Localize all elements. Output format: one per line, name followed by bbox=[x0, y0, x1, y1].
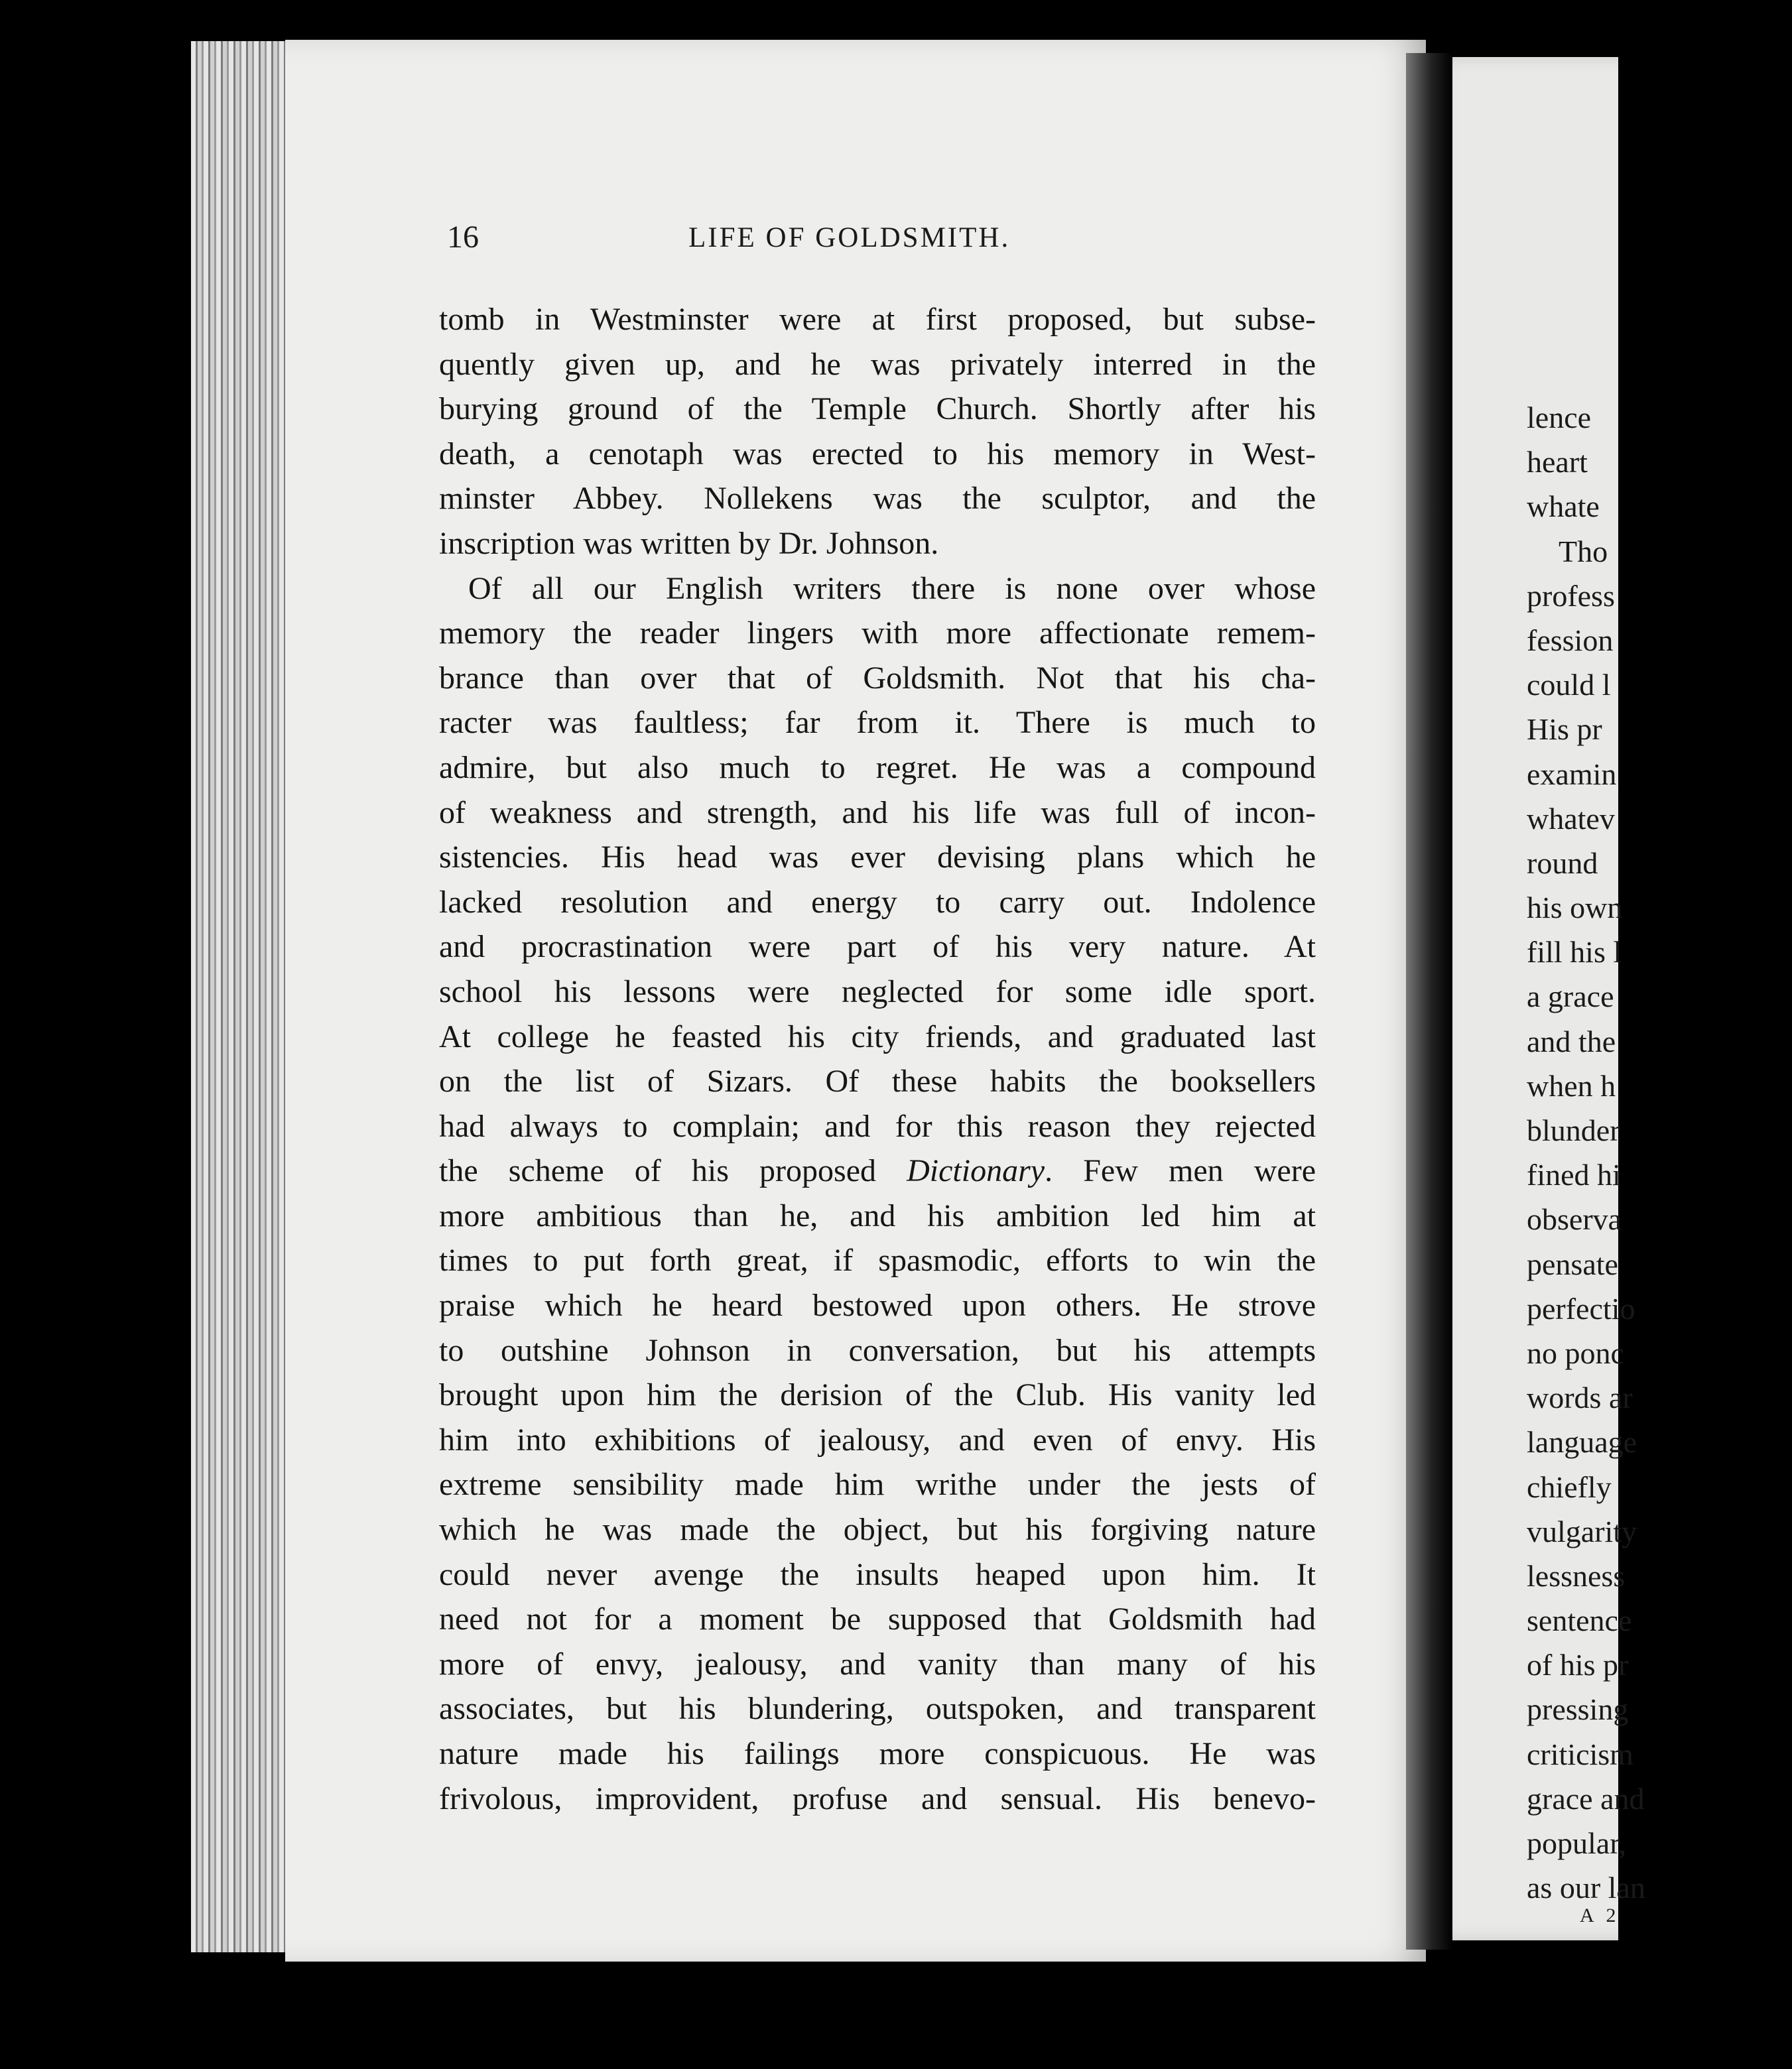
right-page-line: pressing bbox=[1527, 1692, 1629, 1727]
signature-mark: A 2 bbox=[1580, 1905, 1620, 1926]
right-page-line: could l bbox=[1527, 668, 1611, 702]
right-page-line: words ar bbox=[1527, 1381, 1633, 1415]
right-page-line: vulgarity bbox=[1527, 1514, 1637, 1548]
right-page-line: examin bbox=[1527, 757, 1617, 791]
dictionary-title: Dictionary bbox=[907, 1153, 1045, 1189]
text-line: to outshine Johnson in conversation, but his attempts bbox=[439, 1332, 1316, 1368]
text-line: Of all our English writers there is none over whose bbox=[468, 570, 1316, 606]
text-line: school his lessons were neglected for some idle sport. bbox=[439, 973, 1316, 1009]
book-gutter bbox=[1406, 53, 1452, 1950]
right-page-line: chiefly bbox=[1527, 1470, 1612, 1504]
text-line: times to put forth great, if spasmodic, efforts to win the bbox=[439, 1243, 1316, 1279]
text-line: burying ground of the Temple Church. Shortly after his bbox=[439, 391, 1316, 427]
right-page-line: lence bbox=[1527, 401, 1592, 434]
text-line: of weakness and strength, and his life was full of incon- bbox=[439, 794, 1316, 830]
right-page-line: Tho bbox=[1559, 534, 1608, 568]
right-page-line: as our lan bbox=[1527, 1871, 1645, 1905]
text-line: could never avenge the insults heaped upon him. It bbox=[439, 1556, 1316, 1592]
right-page-line: when h bbox=[1527, 1068, 1616, 1103]
right-page-line: no ponc bbox=[1527, 1336, 1624, 1370]
right-page-line: His pr bbox=[1527, 712, 1602, 747]
right-page-line: heart bbox=[1527, 445, 1588, 479]
running-head bbox=[439, 219, 1328, 261]
text-line: lacked resolution and energy to carry out. Indolence bbox=[439, 884, 1316, 920]
right-page-line: language bbox=[1527, 1425, 1637, 1460]
right-page-line: fined hi bbox=[1527, 1158, 1621, 1192]
text-line: extreme sensibility made him writhe under the jests of bbox=[439, 1467, 1316, 1503]
text-line: tomb in Westminster were at first proposed, but subse- bbox=[439, 302, 1316, 337]
right-page-line: criticism bbox=[1527, 1737, 1633, 1771]
text-line: associates, but his blundering, outspoken, and transparent bbox=[439, 1691, 1316, 1727]
text-line: on the list of Sizars. Of these habits the booksellers bbox=[439, 1064, 1316, 1099]
text-line: inscription was written by Dr. Johnson. bbox=[439, 525, 939, 561]
text-line: him into exhibitions of jealousy, and even of envy. His bbox=[439, 1422, 1316, 1458]
right-page-line: observa bbox=[1527, 1202, 1622, 1237]
text-line: death, a cenotaph was erected to his memory in West- bbox=[439, 436, 1316, 471]
paragraph-2 bbox=[439, 566, 1316, 1822]
text-line: had always to complain; and for this reason they rejected bbox=[439, 1108, 1316, 1144]
right-page-line: perfectio bbox=[1527, 1291, 1635, 1326]
right-page-line: fession bbox=[1527, 623, 1614, 657]
right-page-line: popular, bbox=[1527, 1826, 1627, 1860]
page-number: 16 bbox=[447, 219, 479, 255]
body-text bbox=[439, 297, 1316, 1821]
right-page-line: whate bbox=[1527, 489, 1600, 524]
text-line: the scheme of his proposed Dictionary. Few men were bbox=[439, 1153, 1316, 1189]
text-line: more of envy, jealousy, and vanity than many of his bbox=[439, 1646, 1316, 1682]
right-page-line: blunder bbox=[1527, 1113, 1620, 1147]
right-page-line: whatev bbox=[1527, 801, 1615, 836]
right-page-line: and the bbox=[1527, 1024, 1616, 1058]
right-page-line: of his pr bbox=[1527, 1648, 1629, 1682]
right-page-line: his own bbox=[1527, 891, 1623, 925]
right-page-line: grace and bbox=[1527, 1781, 1645, 1816]
text-line: frivolous, improvident, profuse and sensual. His benevo- bbox=[439, 1781, 1316, 1816]
right-page-line: fill his l bbox=[1527, 935, 1622, 970]
text-line: brance than over that of Goldsmith. Not that his cha- bbox=[439, 660, 1316, 696]
right-page-line: lessness bbox=[1527, 1558, 1626, 1593]
paragraph-1 bbox=[439, 297, 1316, 566]
text-line: At college he feasted his city friends, and graduated last bbox=[439, 1019, 1316, 1054]
text-line: admire, but also much to regret. He was a compound bbox=[439, 749, 1316, 785]
right-page-line: a grace bbox=[1527, 979, 1614, 1014]
running-title: LIFE OF GOLDSMITH. bbox=[688, 222, 1011, 253]
page-edge-stack bbox=[191, 41, 290, 1952]
text-line: need not for a moment be supposed that Goldsmith had bbox=[439, 1601, 1316, 1637]
text-line: more ambitious than he, and his ambition led him at bbox=[439, 1198, 1316, 1233]
text-line: sistencies. His head was ever devising plans which he bbox=[439, 840, 1316, 875]
right-page-text bbox=[1527, 395, 1792, 1910]
text-line: praise which he heard bestowed upon others. He strove bbox=[439, 1288, 1316, 1324]
text-line: quently given up, and he was privately interred in the bbox=[439, 346, 1316, 382]
text-line: racter was faultless; far from it. There is much to bbox=[439, 705, 1316, 741]
text-line: memory the reader lingers with more affectionate remem- bbox=[439, 615, 1316, 651]
right-page-line: profess bbox=[1527, 578, 1615, 613]
text-line: brought upon him the derision of the Club. His vanity led bbox=[439, 1377, 1316, 1413]
right-page-line: sentence bbox=[1527, 1603, 1632, 1638]
right-page-line: round bbox=[1527, 846, 1598, 880]
right-page-line: pensate bbox=[1527, 1247, 1618, 1281]
text-line: which he was made the object, but his forgiving nature bbox=[439, 1512, 1316, 1548]
right-page bbox=[1426, 57, 1645, 1940]
text-line: nature made his failings more conspicuous. He was bbox=[439, 1736, 1316, 1771]
text-line: and procrastination were part of his very nature. At bbox=[439, 929, 1316, 965]
text-line: minster Abbey. Nollekens was the sculptor, and the bbox=[439, 481, 1316, 517]
